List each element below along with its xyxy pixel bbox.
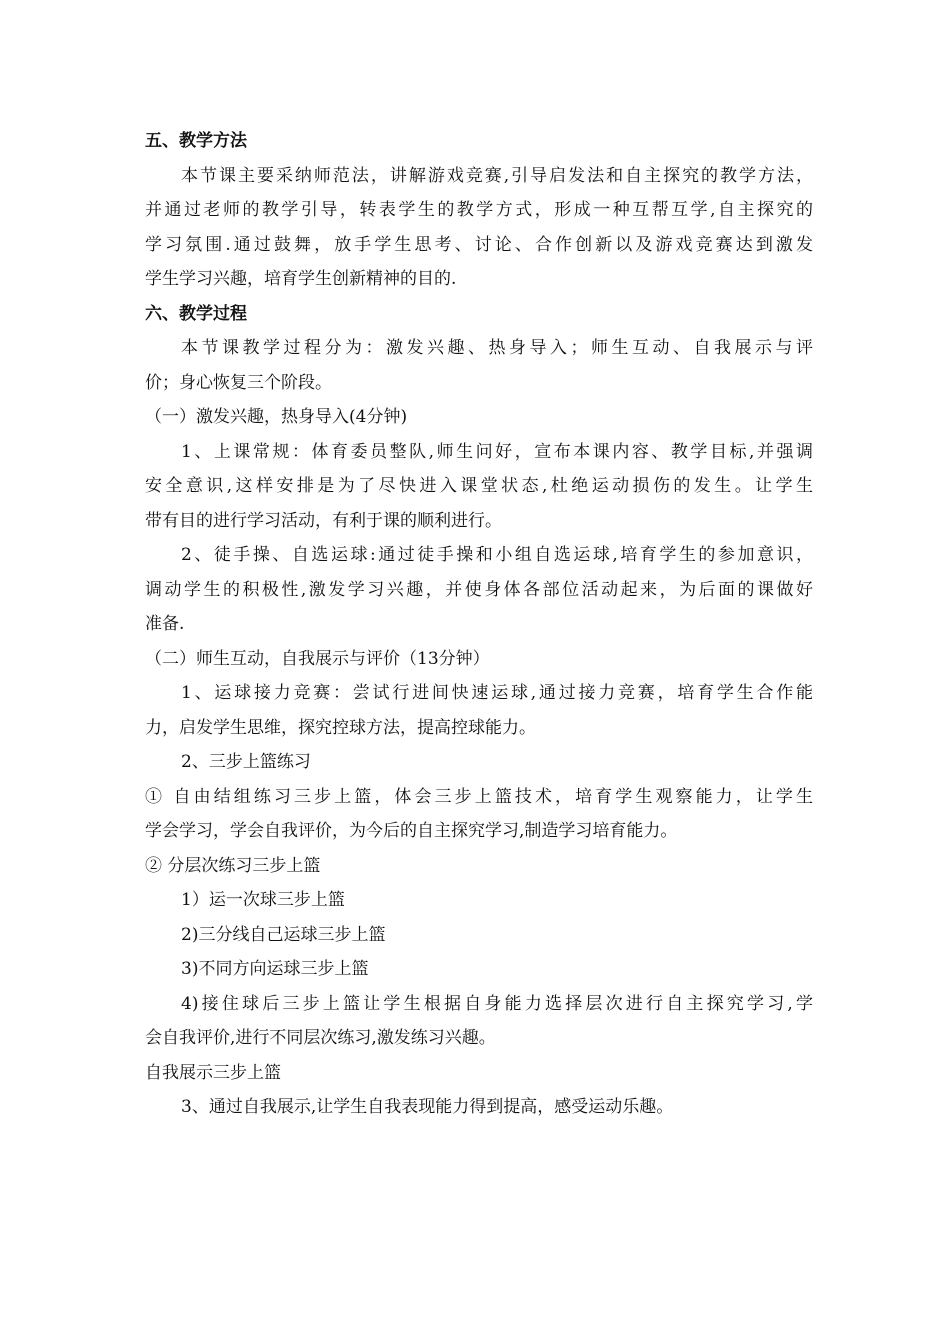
paragraph-line: 会自我评价,进行不同层次练习,激发练习兴趣。 bbox=[145, 1028, 496, 1048]
paragraph-line: 力，启发学生思维，探究控球方法，提高控球能力。 bbox=[145, 717, 536, 738]
subsection-title-part1: （一）激发兴趣，热身导入(4分钟) bbox=[145, 407, 408, 427]
paragraph-line: 学生学习兴趣，培育学生创新精神的目的. bbox=[145, 269, 457, 289]
paragraph-line: 本节课主要采纳师范法，讲解游戏竞赛,引导启发法和自主探究的教学方法， bbox=[181, 165, 813, 186]
paragraph-line: 带有目的进行学习活动，有利于课的顺利进行。 bbox=[145, 510, 502, 531]
document-body bbox=[145, 124, 813, 1125]
item-title: 自我展示三步上篮 bbox=[145, 1062, 281, 1083]
subsection-title-part2: （二）师生互动，自我展示与评价（13分钟） bbox=[145, 648, 490, 669]
paragraph-line: 准备. bbox=[145, 614, 185, 634]
paragraph-line: 2、徒手操、自选运球:通过徒手操和小组自选运球,培育学生的参加意识， bbox=[181, 545, 813, 565]
paragraph-line: 学会学习，学会自我评价，为今后的自主探究学习,制造学习培育能力。 bbox=[145, 821, 678, 841]
list-item: ② 分层次练习三步上篮 bbox=[145, 855, 321, 876]
paragraph-line: 调动学生的积极性,激发学习兴趣，并使身体各部位活动起来，为后面的课做好 bbox=[145, 579, 813, 600]
paragraph-line: 3、通过自我展示,让学生自我表现能力得到提高，感受运动乐趣。 bbox=[181, 1097, 674, 1117]
paragraph-line: ① 自由结组练习三步上篮，体会三步上篮技术，培育学生观察能力，让学生 bbox=[145, 786, 813, 807]
section-heading-teaching-process: 六、教学过程 bbox=[145, 303, 247, 324]
section-heading-teaching-methods: 五、教学方法 bbox=[145, 131, 247, 151]
paragraph-line: 学习氛围.通过鼓舞，放手学生思考、讨论、合作创新以及游戏竞赛达到激发 bbox=[145, 234, 813, 255]
paragraph-line: 1、运球接力竞赛：尝试行进间快速运球,通过接力竞赛，培育学生合作能 bbox=[181, 683, 813, 703]
paragraph-line: 本节课教学过程分为：激发兴趣、热身导入；师生互动、自我展示与评 bbox=[181, 338, 813, 358]
paragraph-line: 安全意识,这样安排是为了尽快进入课堂状态,杜绝运动损伤的发生。让学生 bbox=[145, 476, 813, 496]
item-title: 2、三步上篮练习 bbox=[181, 752, 311, 772]
paragraph-line: 价；身心恢复三个阶段。 bbox=[145, 372, 332, 393]
list-item: 3)不同方向运球三步上篮 bbox=[181, 959, 369, 979]
paragraph-line: 1、上课常规：体育委员整队,师生问好，宣布本课内容、教学目标,并强调 bbox=[181, 441, 813, 462]
paragraph-line: 并通过老师的教学引导，转表学生的教学方式，形成一种互帮互学,自主探究的 bbox=[145, 200, 813, 220]
paragraph-line: 4)接住球后三步上篮让学生根据自身能力选择层次进行自主探究学习,学 bbox=[181, 993, 813, 1014]
list-item: 1）运一次球三步上篮 bbox=[181, 890, 345, 910]
list-item: 2)三分线自己运球三步上篮 bbox=[181, 924, 386, 945]
